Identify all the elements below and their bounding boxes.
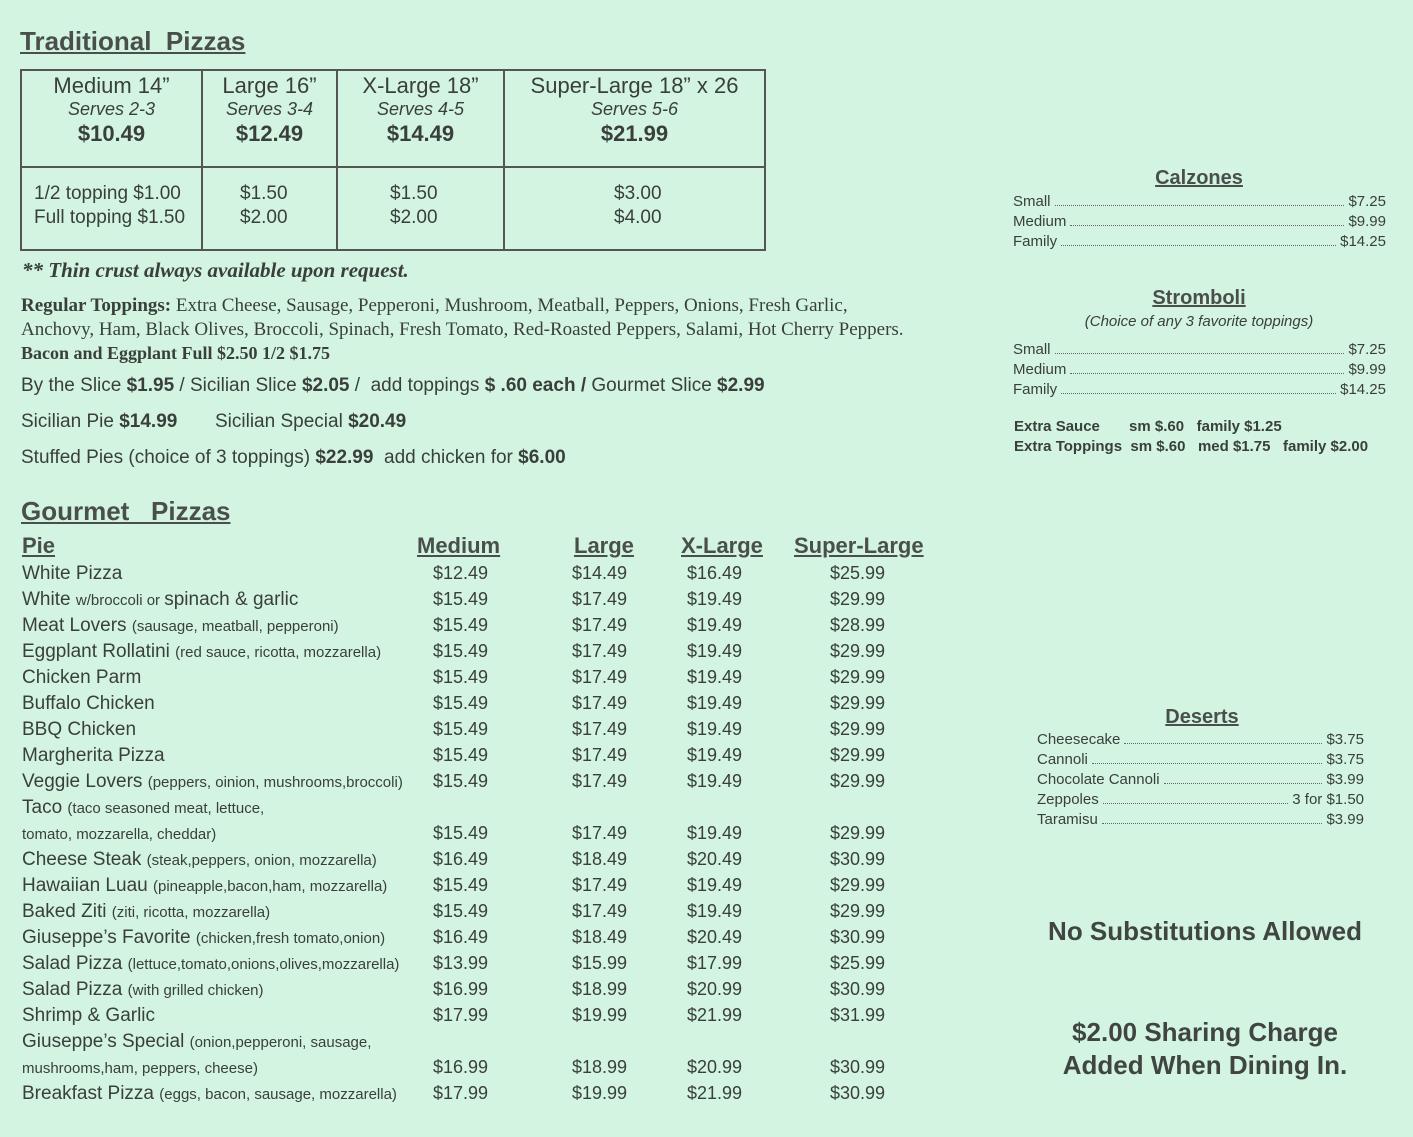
item-price: 3 for $1.50 bbox=[1292, 791, 1364, 808]
pizza-description: (sausage, meatball, pepperoni) bbox=[131, 618, 339, 635]
size-superlarge bbox=[505, 73, 764, 147]
price-superlarge: $25.99 bbox=[830, 563, 886, 583]
pizza-title-cont: spinach & garlic bbox=[164, 589, 299, 610]
pizza-description: (ziti, ricotta, mozzarella) bbox=[111, 904, 271, 921]
pizza-name bbox=[22, 1083, 397, 1105]
dot-leader bbox=[1055, 341, 1345, 354]
gourmet-title: Gourmet Pizzas bbox=[21, 496, 231, 526]
stuffed-pies-price: $22.99 bbox=[315, 447, 374, 468]
pizza-name bbox=[22, 953, 399, 975]
price-medium: $15.49 bbox=[433, 589, 489, 609]
full-topping-price: $2.00 bbox=[390, 207, 438, 228]
dot-leader bbox=[1164, 771, 1323, 784]
price-large: $17.49 bbox=[572, 615, 628, 635]
price-medium: $15.49 bbox=[433, 615, 489, 635]
dot-leader bbox=[1092, 751, 1323, 764]
size-serves: Serves 5-6 bbox=[590, 99, 679, 120]
item-price: $3.99 bbox=[1326, 811, 1364, 828]
menu-item bbox=[1037, 811, 1364, 831]
size-large bbox=[203, 73, 336, 147]
pizza-description: mushrooms,ham, peppers, cheese) bbox=[22, 1060, 258, 1077]
pizza-row bbox=[0, 875, 1000, 901]
price-large: $18.49 bbox=[572, 927, 628, 947]
full-topping-price: $4.00 bbox=[614, 207, 662, 228]
price-medium: $15.49 bbox=[433, 875, 489, 895]
item-price: $3.75 bbox=[1326, 731, 1364, 748]
pizza-name bbox=[22, 1057, 258, 1079]
price-medium: $17.99 bbox=[433, 1083, 489, 1103]
pizza-row bbox=[0, 1057, 1000, 1083]
pizza-row bbox=[0, 615, 1000, 641]
item-price: $3.99 bbox=[1326, 771, 1364, 788]
price-xlarge: $19.49 bbox=[687, 745, 743, 765]
price-large: $17.49 bbox=[572, 719, 628, 739]
price-large: $17.49 bbox=[572, 771, 628, 791]
extra-sauce-line: Extra Sauce sm $.60 family $1.25 bbox=[1014, 418, 1282, 435]
pizza-title: White bbox=[22, 589, 76, 610]
stuffed-pies-label: Stuffed Pies (choice of 3 toppings) bbox=[21, 447, 316, 468]
price-medium: $15.49 bbox=[433, 641, 489, 661]
sicilian-slice-label: / Sicilian Slice bbox=[174, 375, 302, 396]
price-xlarge: $19.49 bbox=[687, 693, 743, 713]
size-name: Large 16” bbox=[222, 73, 317, 98]
price-large: $17.49 bbox=[572, 745, 628, 765]
menu-item bbox=[1013, 193, 1386, 213]
half-topping-price: $3.00 bbox=[614, 183, 662, 204]
pizza-name bbox=[22, 563, 122, 585]
price-medium: $16.49 bbox=[433, 849, 489, 869]
price-xlarge: $19.49 bbox=[687, 615, 743, 635]
menu-item bbox=[1013, 213, 1386, 233]
price-superlarge: $29.99 bbox=[830, 875, 886, 895]
size-name: Medium 14” bbox=[53, 73, 170, 98]
pizza-description: tomato, mozzarella, cheddar) bbox=[22, 826, 217, 843]
regular-toppings-label: Regular Toppings: bbox=[21, 295, 172, 316]
menu-item bbox=[1037, 751, 1364, 771]
pizza-row bbox=[0, 589, 1000, 615]
price-medium: $15.49 bbox=[433, 901, 489, 921]
item-price: $9.99 bbox=[1348, 213, 1386, 230]
menu-item bbox=[1037, 791, 1364, 811]
price-superlarge: $29.99 bbox=[830, 667, 886, 687]
pizza-row bbox=[0, 849, 1000, 875]
price-superlarge: $28.99 bbox=[830, 615, 886, 635]
add-toppings-price: $ .60 each / bbox=[484, 375, 587, 396]
pizza-title: Veggie Lovers bbox=[22, 771, 148, 792]
price-medium: $17.99 bbox=[433, 1005, 489, 1025]
pizza-description: (taco seasoned meat, lettuce, bbox=[67, 800, 265, 817]
item-price: $14.25 bbox=[1340, 233, 1386, 250]
item-name: Family bbox=[1013, 381, 1058, 398]
size-medium bbox=[22, 73, 201, 147]
item-price: $7.25 bbox=[1348, 341, 1386, 358]
sharing-charge-line2: Added When Dining In. bbox=[1062, 1050, 1348, 1080]
pizza-row bbox=[0, 563, 1000, 589]
menu-item bbox=[1037, 771, 1364, 791]
item-name: Medium bbox=[1013, 361, 1067, 378]
no-substitutions-notice: No Substitutions Allowed bbox=[1048, 916, 1362, 946]
price-superlarge: $30.99 bbox=[830, 979, 886, 999]
deserts-title: Deserts bbox=[1165, 706, 1239, 728]
gourmet-slice-label: Gourmet Slice bbox=[586, 375, 718, 396]
regular-toppings-line2: Anchovy, Ham, Black Olives, Broccoli, Spinach, Fresh Tomato, Red-Roasted Peppers, Salami, Hot Cherry Peppers. bbox=[21, 319, 904, 340]
sicilian-special-line bbox=[215, 411, 406, 433]
pizza-title: Shrimp & Garlic bbox=[22, 1005, 156, 1026]
size-price: $21.99 bbox=[600, 120, 669, 146]
dot-leader bbox=[1102, 811, 1323, 824]
price-xlarge: $19.49 bbox=[687, 771, 743, 791]
col-header-large: Large bbox=[574, 533, 634, 558]
item-price: $7.25 bbox=[1348, 193, 1386, 210]
pizza-row bbox=[0, 979, 1000, 1005]
price-xlarge: $19.49 bbox=[687, 719, 743, 739]
price-xlarge: $19.49 bbox=[687, 641, 743, 661]
slice-label: By the Slice bbox=[21, 375, 127, 396]
pizza-title: Breakfast Pizza bbox=[22, 1083, 160, 1104]
pizza-description: (pineapple,bacon,ham, mozzarella) bbox=[152, 878, 388, 895]
col-header-pie: Pie bbox=[22, 533, 56, 558]
size-name: X-Large 18” bbox=[362, 73, 479, 98]
menu-item bbox=[1037, 731, 1364, 751]
price-large: $19.99 bbox=[572, 1005, 628, 1025]
item-name: Cheesecake bbox=[1037, 731, 1121, 748]
pizza-name bbox=[22, 849, 377, 871]
price-large: $17.49 bbox=[572, 641, 628, 661]
price-superlarge: $29.99 bbox=[830, 719, 886, 739]
price-xlarge: $20.99 bbox=[687, 1057, 743, 1077]
pizza-description: (steak,peppers, onion, mozzarella) bbox=[146, 852, 377, 869]
price-xlarge: $17.99 bbox=[687, 953, 743, 973]
menu-item bbox=[1013, 381, 1386, 401]
gourmet-slice-price: $2.99 bbox=[717, 375, 765, 396]
price-medium: $16.99 bbox=[433, 1057, 489, 1077]
price-xlarge: $19.49 bbox=[687, 589, 743, 609]
price-xlarge: $19.49 bbox=[687, 823, 743, 843]
price-large: $17.49 bbox=[572, 693, 628, 713]
price-xlarge: $20.99 bbox=[687, 979, 743, 999]
price-xlarge: $16.49 bbox=[687, 563, 743, 583]
price-medium: $15.49 bbox=[433, 693, 489, 713]
dot-leader bbox=[1103, 791, 1289, 804]
pizza-row bbox=[0, 745, 1000, 771]
price-medium: $15.49 bbox=[433, 823, 489, 843]
pizza-title: Cheese Steak bbox=[22, 849, 147, 870]
pizza-row bbox=[0, 1083, 1000, 1109]
stuffed-pies-line bbox=[21, 447, 566, 469]
col-header-medium: Medium bbox=[417, 533, 501, 558]
item-name: Zeppoles bbox=[1037, 791, 1099, 808]
pizza-name bbox=[22, 1005, 155, 1027]
topping-prices-superlarge bbox=[614, 182, 662, 230]
pizza-title: Salad Pizza bbox=[22, 979, 128, 1000]
pizza-title: Baked Ziti bbox=[22, 901, 112, 922]
pizza-row bbox=[0, 1031, 1000, 1057]
size-xlarge bbox=[338, 73, 503, 147]
pizza-title: Hawaiian Luau bbox=[22, 875, 153, 896]
pizza-name bbox=[22, 615, 339, 637]
pizza-name bbox=[22, 823, 216, 845]
half-topping-price: 1/2 topping $1.00 bbox=[34, 183, 181, 204]
pizza-title: Margherita Pizza bbox=[22, 745, 165, 766]
sicilian-special-label: Sicilian Special bbox=[215, 411, 349, 432]
item-name: Cannoli bbox=[1037, 751, 1088, 768]
half-topping-price: $1.50 bbox=[390, 183, 438, 204]
pizza-name bbox=[22, 901, 270, 923]
pizza-row bbox=[0, 1005, 1000, 1031]
pizza-title: Giuseppe’s Special bbox=[22, 1031, 190, 1052]
pizza-row bbox=[0, 823, 1000, 849]
pizza-name bbox=[22, 927, 385, 949]
bacon-eggplant-line: Bacon and Eggplant Full $2.50 1/2 $1.75 bbox=[21, 343, 331, 363]
price-medium: $15.49 bbox=[433, 667, 489, 687]
item-price: $3.75 bbox=[1326, 751, 1364, 768]
pizza-row bbox=[0, 953, 1000, 979]
price-medium: $13.99 bbox=[433, 953, 489, 973]
pizza-name bbox=[22, 797, 264, 819]
topping-prices-medium bbox=[34, 182, 185, 230]
full-topping-price: $2.00 bbox=[240, 207, 288, 228]
pizza-title: White Pizza bbox=[22, 563, 123, 584]
price-superlarge: $25.99 bbox=[830, 953, 886, 973]
price-medium: $15.49 bbox=[433, 771, 489, 791]
dot-leader bbox=[1061, 233, 1336, 246]
price-superlarge: $30.99 bbox=[830, 927, 886, 947]
item-name: Taramisu bbox=[1037, 811, 1098, 828]
dot-leader bbox=[1055, 193, 1345, 206]
stromboli-title: Stromboli bbox=[1152, 287, 1246, 309]
pizza-description: (onion,pepperoni, sausage, bbox=[189, 1034, 372, 1051]
pizza-title: Meat Lovers bbox=[22, 615, 132, 636]
pizza-name bbox=[22, 589, 298, 611]
price-xlarge: $20.49 bbox=[687, 927, 743, 947]
pizza-row bbox=[0, 927, 1000, 953]
price-large: $17.49 bbox=[572, 823, 628, 843]
slice-price: $1.95 bbox=[126, 375, 175, 396]
pizza-name bbox=[22, 745, 165, 767]
pizza-description: (eggs, bacon, sausage, mozzarella) bbox=[159, 1086, 397, 1103]
pizza-description: (red sauce, ricotta, mozzarella) bbox=[175, 644, 382, 661]
pizza-description: w/broccoli or bbox=[75, 592, 165, 609]
pizza-name bbox=[22, 875, 387, 897]
price-superlarge: $30.99 bbox=[830, 849, 886, 869]
topping-prices-large bbox=[240, 182, 288, 230]
thin-crust-note: ** Thin crust always available upon request. bbox=[22, 258, 409, 282]
traditional-title: Traditional Pizzas bbox=[20, 26, 246, 56]
price-superlarge: $29.99 bbox=[830, 823, 886, 843]
pizza-name bbox=[22, 667, 141, 689]
price-superlarge: $29.99 bbox=[830, 745, 886, 765]
price-medium: $12.49 bbox=[433, 563, 489, 583]
pizza-title: Giuseppe’s Favorite bbox=[22, 927, 196, 948]
price-medium: $16.49 bbox=[433, 927, 489, 947]
pizza-title: Eggplant Rollatini bbox=[22, 641, 176, 662]
item-name: Family bbox=[1013, 233, 1058, 250]
pizza-row bbox=[0, 641, 1000, 667]
menu-item bbox=[1013, 233, 1386, 253]
pizza-name bbox=[22, 693, 155, 715]
price-superlarge: $29.99 bbox=[830, 641, 886, 661]
sicilian-pie-line bbox=[21, 411, 177, 433]
full-topping-price: Full topping $1.50 bbox=[34, 207, 186, 228]
pizza-description: (lettuce,tomato,onions,olives,mozzarella) bbox=[127, 956, 400, 973]
price-xlarge: $21.99 bbox=[687, 1083, 743, 1103]
price-large: $17.49 bbox=[572, 875, 628, 895]
price-large: $17.49 bbox=[572, 667, 628, 687]
dot-leader bbox=[1070, 213, 1344, 226]
item-price: $9.99 bbox=[1348, 361, 1386, 378]
col-header-superlarge: Super-Large bbox=[794, 533, 924, 558]
menu-item bbox=[1013, 341, 1386, 361]
size-price: $12.49 bbox=[235, 120, 304, 146]
pizza-title: Salad Pizza bbox=[22, 953, 128, 974]
size-serves: Serves 4-5 bbox=[376, 99, 465, 120]
item-name: Medium bbox=[1013, 213, 1067, 230]
pizza-title: Buffalo Chicken bbox=[22, 693, 155, 714]
pizza-title: Taco bbox=[22, 797, 68, 818]
pizza-description: (peppers, oinion, mushrooms,broccoli) bbox=[147, 774, 403, 791]
regular-toppings-line1 bbox=[21, 295, 848, 317]
col-header-xlarge: X-Large bbox=[681, 533, 763, 558]
price-xlarge: $19.49 bbox=[687, 667, 743, 687]
price-superlarge: $29.99 bbox=[830, 589, 886, 609]
pizza-name bbox=[22, 771, 403, 793]
price-superlarge: $30.99 bbox=[830, 1057, 886, 1077]
pizza-name bbox=[22, 979, 264, 1001]
add-chicken-price: $6.00 bbox=[518, 447, 566, 468]
pizza-row bbox=[0, 901, 1000, 927]
price-large: $19.99 bbox=[572, 1083, 628, 1103]
pizza-row bbox=[0, 719, 1000, 745]
price-xlarge: $19.49 bbox=[687, 875, 743, 895]
sicilian-pie-label: Sicilian Pie bbox=[21, 411, 120, 432]
menu-item bbox=[1013, 361, 1386, 381]
dot-leader bbox=[1124, 731, 1322, 744]
price-large: $17.49 bbox=[572, 901, 628, 921]
size-name: Super-Large 18” x 26 bbox=[530, 73, 739, 98]
slice-prices bbox=[21, 375, 765, 397]
price-superlarge: $29.99 bbox=[830, 901, 886, 921]
item-name: Small bbox=[1013, 193, 1051, 210]
price-medium: $15.49 bbox=[433, 719, 489, 739]
price-large: $18.49 bbox=[572, 849, 628, 869]
price-large: $18.99 bbox=[572, 1057, 628, 1077]
price-large: $17.49 bbox=[572, 589, 628, 609]
price-xlarge: $20.49 bbox=[687, 849, 743, 869]
price-medium: $15.49 bbox=[433, 745, 489, 765]
add-chicken-label: add chicken for bbox=[373, 447, 519, 468]
sicilian-slice-price: $2.05 bbox=[301, 375, 350, 396]
pizza-row bbox=[0, 693, 1000, 719]
calzones-title: Calzones bbox=[1155, 167, 1243, 189]
sicilian-special-price: $20.49 bbox=[348, 411, 407, 432]
item-price: $14.25 bbox=[1340, 381, 1386, 398]
price-xlarge: $21.99 bbox=[687, 1005, 743, 1025]
dot-leader bbox=[1070, 361, 1344, 374]
size-serves: Serves 3-4 bbox=[225, 99, 314, 120]
pizza-name bbox=[22, 719, 136, 741]
price-medium: $16.99 bbox=[433, 979, 489, 999]
pizza-description: (with grilled chicken) bbox=[127, 982, 264, 999]
traditional-size-table bbox=[20, 69, 766, 251]
pizza-row bbox=[0, 667, 1000, 693]
item-name: Chocolate Cannoli bbox=[1037, 771, 1160, 788]
price-superlarge: $29.99 bbox=[830, 693, 886, 713]
price-large: $14.49 bbox=[572, 563, 628, 583]
pizza-name bbox=[22, 641, 381, 663]
pizza-row bbox=[0, 771, 1000, 797]
pizza-description: (chicken,fresh tomato,onion) bbox=[195, 930, 386, 947]
size-serves: Serves 2-3 bbox=[67, 99, 156, 120]
dot-leader bbox=[1061, 381, 1336, 394]
price-superlarge: $31.99 bbox=[830, 1005, 886, 1025]
pizza-row bbox=[0, 797, 1000, 823]
stromboli-subtitle: (Choice of any 3 favorite toppings) bbox=[1084, 313, 1314, 330]
size-price: $10.49 bbox=[77, 120, 146, 146]
item-name: Small bbox=[1013, 341, 1051, 358]
size-price: $14.49 bbox=[386, 120, 455, 146]
price-large: $15.99 bbox=[572, 953, 628, 973]
pizza-title: Chicken Parm bbox=[22, 667, 142, 688]
price-superlarge: $29.99 bbox=[830, 771, 886, 791]
extra-toppings-line: Extra Toppings sm $.60 med $1.75 family $2.00 bbox=[1014, 438, 1369, 455]
regular-toppings-list: Extra Cheese, Sausage, Pepperoni, Mushroom, Meatball, Peppers, Onions, Fresh Garlic, bbox=[175, 295, 848, 316]
sharing-charge-line1: $2.00 Sharing Charge bbox=[1072, 1017, 1338, 1047]
pizza-title: BBQ Chicken bbox=[22, 719, 137, 740]
half-topping-price: $1.50 bbox=[240, 183, 288, 204]
add-toppings-label: / add toppings bbox=[349, 375, 485, 396]
price-superlarge: $30.99 bbox=[830, 1083, 886, 1103]
price-large: $18.99 bbox=[572, 979, 628, 999]
topping-prices-xlarge bbox=[390, 182, 438, 230]
price-xlarge: $19.49 bbox=[687, 901, 743, 921]
sicilian-pie-price: $14.99 bbox=[119, 411, 178, 432]
pizza-name bbox=[22, 1031, 371, 1053]
